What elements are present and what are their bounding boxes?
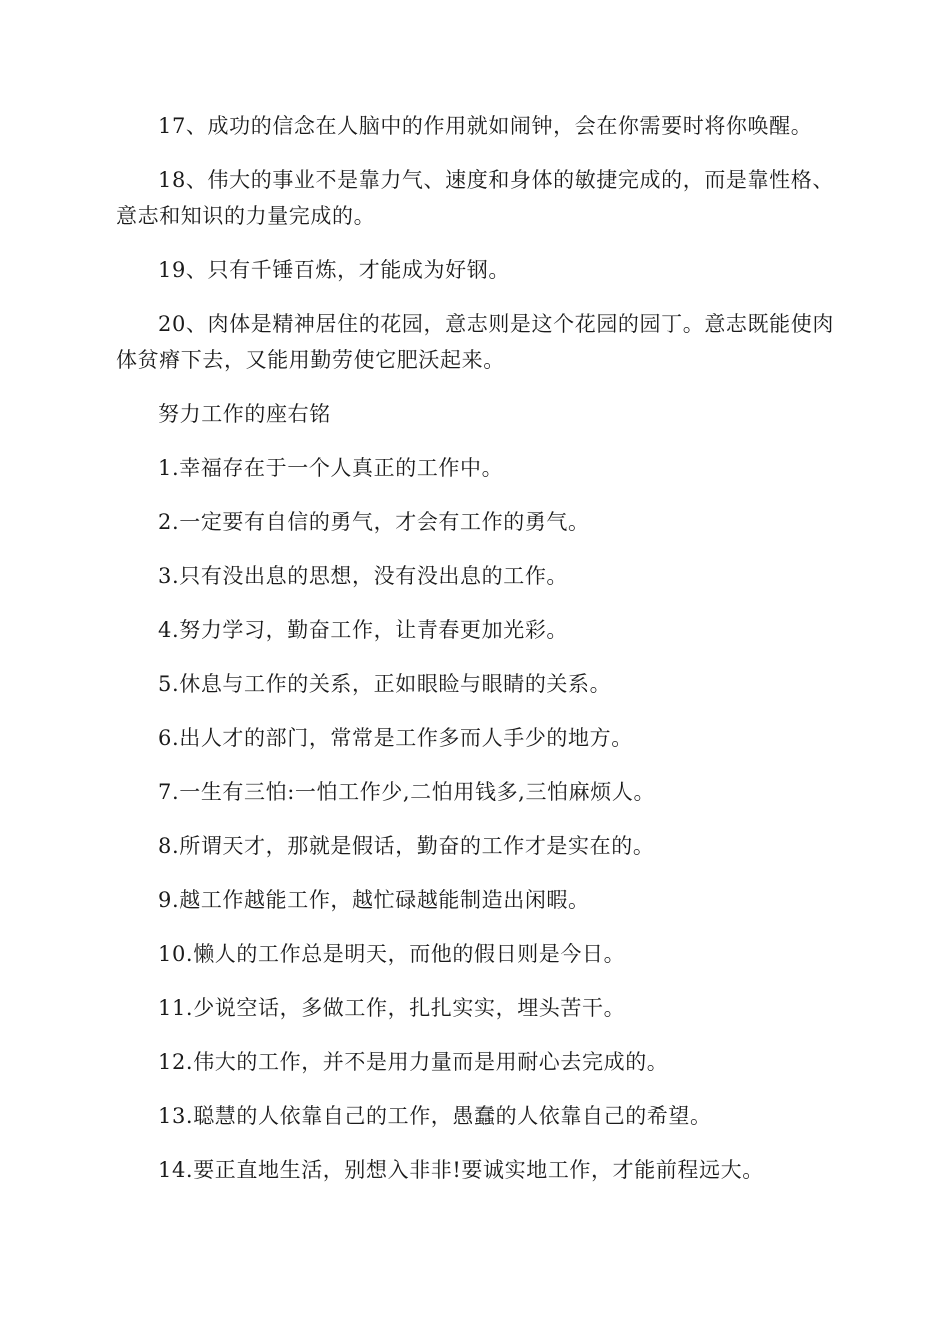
list-item-2: 2.一定要有自信的勇气，才会有工作的勇气。 — [158, 510, 590, 534]
list-item-13: 13.聪慧的人依靠自己的工作，愚蠢的人依靠自己的希望。 — [158, 1104, 712, 1128]
list-item-5: 5.休息与工作的关系，正如眼睑与眼睛的关系。 — [158, 672, 612, 696]
list-item-11: 11.少说空话，多做工作，扎扎实实，埋头苦干。 — [158, 996, 626, 1020]
quote-paragraph-17: 17、成功的信念在人脑中的作用就如闹钟，会在你需要时将你唤醒。 — [158, 114, 813, 138]
section-heading: 努力工作的座右铭 — [158, 402, 331, 426]
list-item-1: 1.幸福存在于一个人真正的工作中。 — [158, 456, 504, 480]
list-item-3: 3.只有没出息的思想，没有没出息的工作。 — [158, 564, 569, 588]
list-item-7: 7.一生有三怕:一怕工作少,二怕用钱多,三怕麻烦人。 — [158, 780, 656, 804]
list-item-14: 14.要正直地生活，别想入非非!要诚实地工作，才能前程远大。 — [158, 1158, 764, 1182]
list-item-4: 4.努力学习，勤奋工作，让青春更加光彩。 — [158, 618, 569, 642]
list-item-9: 9.越工作越能工作，越忙碌越能制造出闲暇。 — [158, 888, 590, 912]
list-item-8: 8.所谓天才，那就是假话，勤奋的工作才是实在的。 — [158, 834, 655, 858]
list-item-12: 12.伟大的工作，并不是用力量而是用耐心去完成的。 — [158, 1050, 669, 1074]
list-item-10: 10.懒人的工作总是明天，而他的假日则是今日。 — [158, 942, 626, 966]
quote-paragraph-18: 18、伟大的事业不是靠力气、速度和身体的敏捷完成的，而是靠性格、意志和知识的力量完成的。 — [116, 168, 834, 228]
quote-paragraph-19: 19、只有千锤百炼，才能成为好钢。 — [158, 258, 510, 282]
quote-paragraph-20: 20、肉体是精神居住的花园，意志则是这个花园的园丁。意志既能使肉体贫瘠下去，又能用勤劳使它肥沃起来。 — [116, 312, 834, 372]
document-body — [116, 108, 836, 1206]
list-item-6: 6.出人才的部门，常常是工作多而人手少的地方。 — [158, 726, 633, 750]
